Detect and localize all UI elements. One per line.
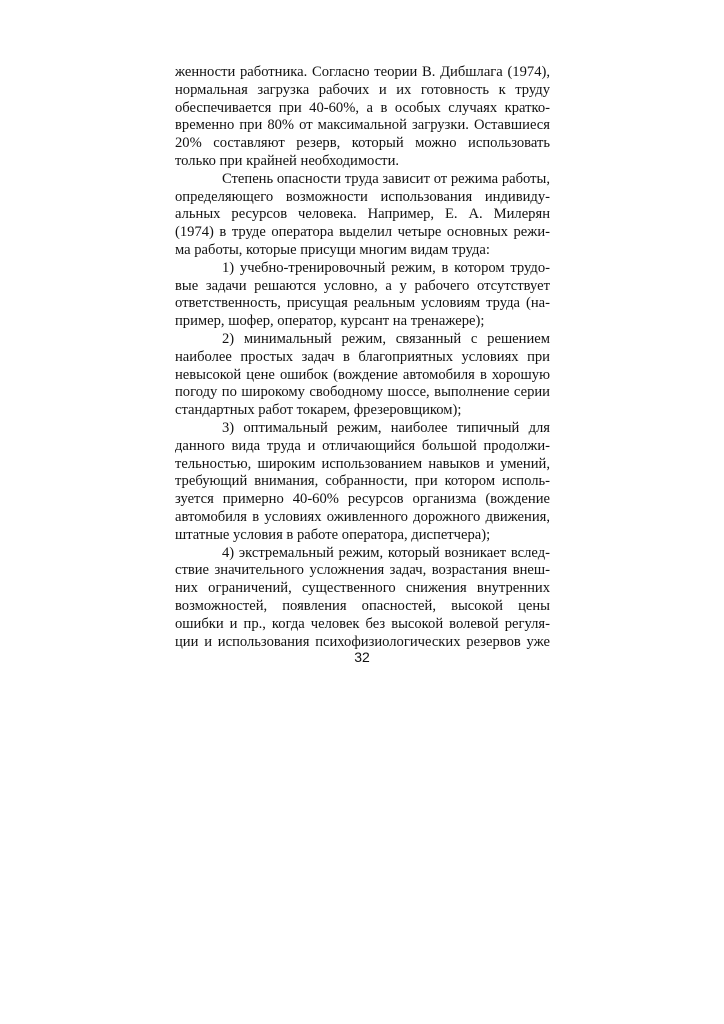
text-line: данного вида труда и отличающийся большой продолжи- <box>175 437 550 454</box>
text-line: ма работы, которые присущи многим видам труда: <box>175 241 490 258</box>
text-line: возможностей, появления опасностей, высокой цены <box>175 597 550 614</box>
text-line: наиболее простых задач в благоприятных условиях при <box>175 348 550 365</box>
text-line: альных ресурсов человека. Например, Е. А. Милерян <box>175 206 550 223</box>
text-line: 4) экстремальный режим, который возникает вслед- <box>222 544 550 561</box>
text-line: 2) минимальный режим, связанный с решением <box>222 330 550 347</box>
text-line: погоду по широкому свободному шоссе, выполнение серии <box>175 384 550 401</box>
text-line: 1) учебно-тренировочный режим, в котором трудо- <box>222 259 550 276</box>
text-line: временно при 80% от максимальной загрузки. Оставшиеся <box>175 117 550 134</box>
text-line: зуется примерно 40-60% ресурсов организма (вождение <box>175 491 550 508</box>
text-line: (1974) в труде оператора выделил четыре основных режи- <box>175 224 550 241</box>
text-line: пример, шофер, оператор, курсант на тренажере); <box>175 313 485 330</box>
text-line: тельностью, широким использованием навыков и умений, <box>175 455 550 472</box>
text-line: ции и использования психофизиологических резервов уже <box>175 633 550 650</box>
text-line: только при крайней необходимости. <box>175 152 400 169</box>
text-line: вые задачи решаются условно, а у рабочего отсутствует <box>175 277 550 294</box>
text-line: определяющего возможности использования индивиду- <box>175 188 550 205</box>
text-line: 3) оптимальный режим, наиболее типичный для <box>222 419 550 436</box>
text-line: 20% составляют резерв, который можно использовать <box>175 135 550 152</box>
text-line: ошибки и пр., когда человек без высокой волевой регуля- <box>175 615 550 632</box>
text-line: них ограничений, существенного снижения внутренних <box>175 580 550 597</box>
text-line: женности работника. Согласно теории В. Дибшлага (1974), <box>175 64 550 80</box>
body-text <box>175 64 550 651</box>
text-line: автомобиля в условиях оживленного дорожного движения, <box>175 508 550 525</box>
text-line: ствие значительного усложнения задач, возрастания внеш- <box>175 562 550 579</box>
text-line: штатные условия в работе оператора, диспетчера); <box>175 526 491 543</box>
text-line: ответственность, присущая реальным условиям труда (на- <box>175 295 550 312</box>
text-line: требующий внимания, собранности, при котором исполь- <box>175 473 550 490</box>
text-line: стандартных работ токарем, фрезеровщиком); <box>175 402 462 419</box>
text-line: нормальная загрузка рабочих и их готовность к труду <box>175 81 550 98</box>
text-line: невысокой цене ошибок (вождение автомобиля в хорошую <box>175 366 550 383</box>
page-number: 32 <box>354 649 370 665</box>
text-line: обеспечивается при 40-60%, а в особых случаях кратко- <box>175 99 550 116</box>
text-line: Степень опасности труда зависит от режима работы, <box>222 170 550 187</box>
